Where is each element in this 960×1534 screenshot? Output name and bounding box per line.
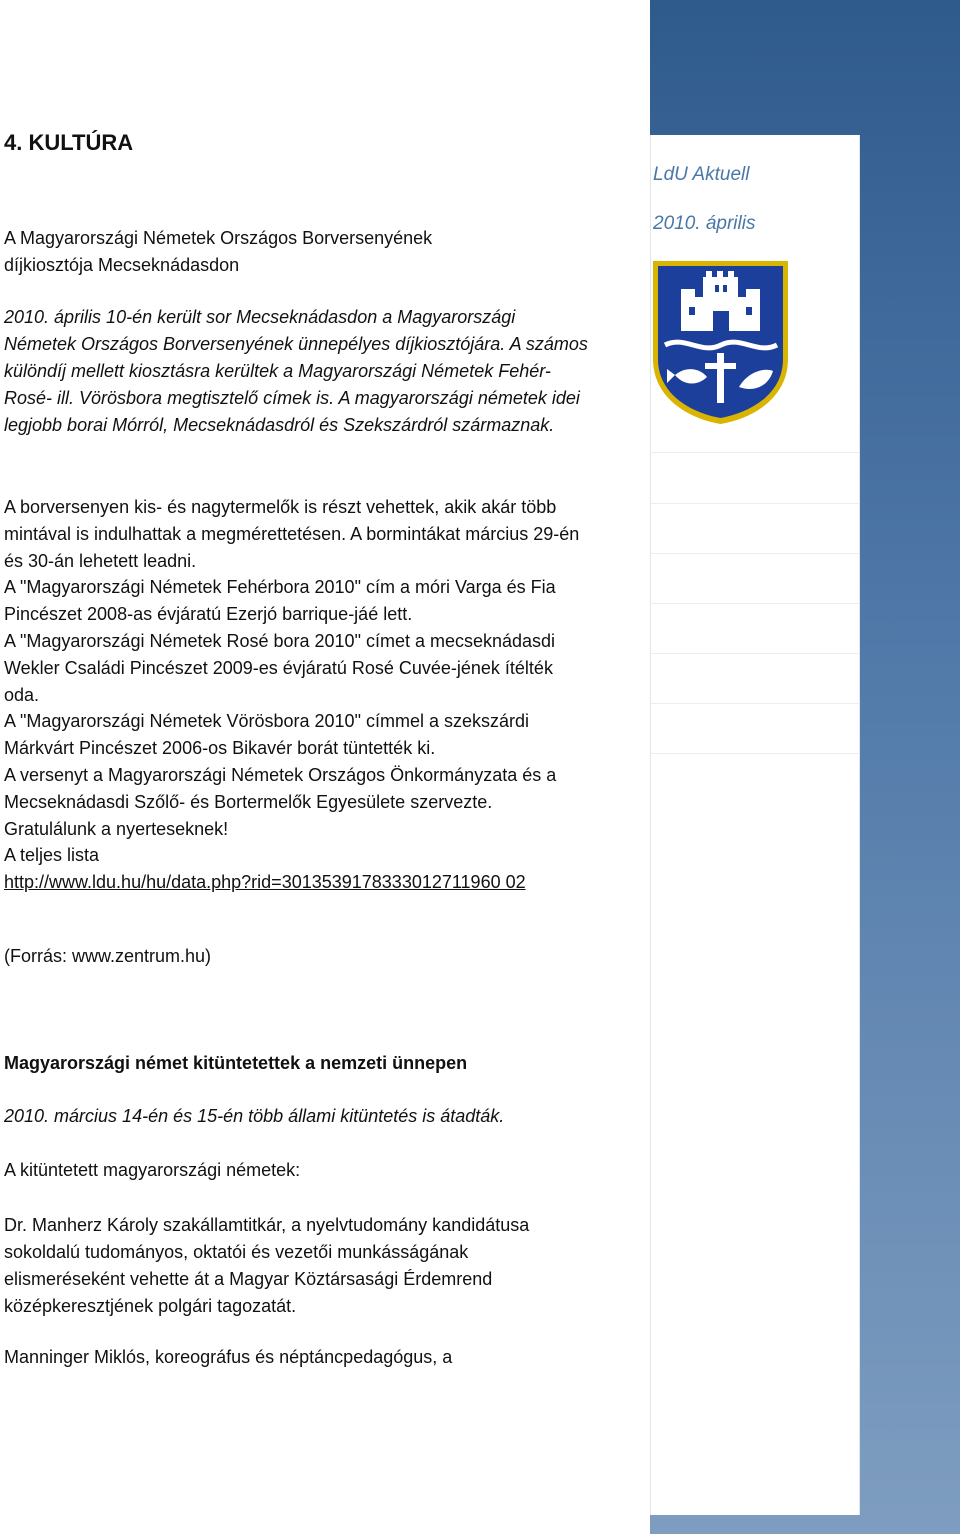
article-lead: 2010. április 10-én került sor Mecseknádasdon a Magyarországi Németek Országos Borversenyének ünnepélyes díjkiosztójára. A számos különdíj mellett kiosztásra kerültek a Magyarországi Németek Fehér- Rosé- ill. Vörösbora megtisztelő címek is. A magyarországi németek idei legjobb borai Mórról, Mecseknádasdról és Szekszárdról származnak. [4,307,588,435]
article-paragraph: A kitüntetett magyarországi németek: [4,1160,301,1180]
article-title: A Magyarországi Németek Országos Borversenyének díjkiosztója Mecseknádasdon [4,228,433,275]
article-paragraph: A "Magyarországi Németek Rosé bora 2010" címet a mecseknádasdi Wekler Családi Pincészet 2009-es évjáratú Rosé Cuvée-jének ítélték oda. [4,630,556,705]
article-paragraph: Manninger Miklós, koreográfus és néptáncpedagógus, a [4,1347,453,1367]
article-paragraph: A "Magyarországi Németek Vörösbora 2010" címmel a szekszárdi Márkvárt Pincészet 2006-os Bikavér borát tüntették ki. [4,711,529,759]
source-note: (Forrás: www.zentrum.hu) [4,946,212,966]
publication-date: 2010. április [653,213,756,234]
sidebar-divider [651,553,859,554]
full-list-link[interactable]: http://www.ldu.hu/hu/data.php?rid=3013539178333012711960 02 [4,872,526,893]
sidebar-divider [651,503,859,504]
sidebar-divider [651,753,859,754]
publication-title: LdU Aktuell [653,164,750,185]
article-paragraph: A teljes lista [4,845,100,866]
sidebar-divider [651,703,859,704]
sidebar-divider [651,603,859,604]
coat-of-arms-icon [651,259,790,426]
sidebar-divider [651,452,859,453]
article-title: Magyarországi német kitüntetettek a nemzeti ünnepen [4,1053,468,1073]
article-paragraph: A versenyt a Magyarországi Németek Országos Önkormányzata és a Mecseknádasdi Szőlő- és Bortermelők Egyesülete szervezte. [4,764,557,812]
sidebar-divider [651,653,859,654]
article-paragraph: A "Magyarországi Németek Fehérbora 2010" cím a móri Varga és Fia Pincészet 2008-as évjáratú Ezerjó barrique-jáé lett. [4,577,556,625]
section-heading: 4. KULTÚRA [4,130,134,155]
article-body [4,494,588,896]
article-paragraph: A borversenyen kis- és nagytermelők is részt vehettek, akik akár több mintával is indulhattak a megmérettetésen. A bormintákat március 29-én és 30-án lehetett leadni. [4,497,580,571]
article-paragraph: Gratulálunk a nyerteseknek! [4,818,229,839]
article-lead: 2010. március 14-én és 15-én több állami kitüntetés is átadták. [4,1106,505,1126]
article-paragraph: Dr. Manherz Károly szakállamtitkár, a nyelvtudomány kandidátusa sokoldalú tudományos, oktatói és vezetői munkásságának elismeréseként vehette át a Magyar Köztársasági Érdemrend középkeresztjének polgári tagozatát. [4,1215,530,1316]
